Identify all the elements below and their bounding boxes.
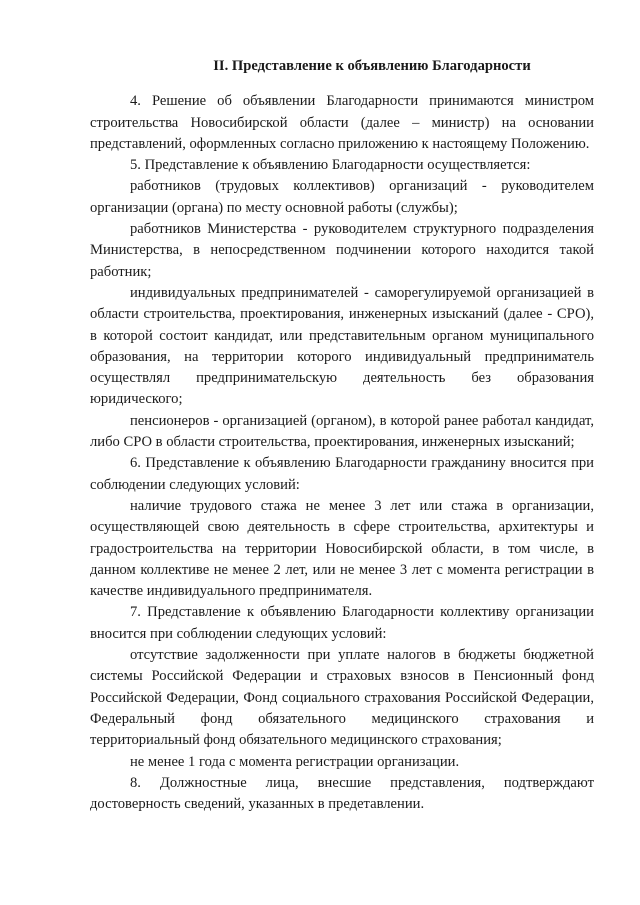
item-entrepreneurs: индивидуальных предпринимателей - саморегулируемой организацией в области строительства, проектирования, инженерных изысканий (далее - СРО), в которой состоит кандидат, или представительным органом муниципального образования, на территории которого индивидуальный предприниматель осуществлял предпринимательскую деятельность без образования юридического;	[90, 284, 594, 408]
item-ministry-employees: работников Министерства - руководителем структурного подразделения Министерства, в непосредственном подчинении которого находится такой работник;	[90, 221, 594, 280]
item-pensioners: пенсионеров - организацией (органом), в которой ранее работал кандидат, либо СРО в области строительства, проектирования, инженерных изысканий;	[90, 412, 594, 451]
item-registration-period: не менее 1 года с момента регистрации организации.	[130, 753, 460, 770]
item-no-debt: отсутствие задолженности при уплате налогов в бюджеты бюджетной системы Российской Федерации и страховых взносов в Пенсионный фонд Российской Федерации, Фонд социального страхования Российской Федерации, Федеральный фонд обязательного медицинского страхования и территориальный фонд обязательного медицинского страхования;	[90, 647, 594, 749]
paragraph-7-collective-conditions: 7. Представление к объявлению Благодарности коллективу организации вносится при соблюдении следующих условий:	[90, 604, 594, 642]
paragraph-6-citizen-conditions: 6. Представление к объявлению Благодарности гражданину вносится при соблюдении следующих условий:	[90, 455, 594, 493]
section-heading: II. Представление к объявлению Благодарности	[213, 58, 531, 74]
paragraph-5-submission: 5. Представление к объявлению Благодарности осуществляется:	[130, 157, 531, 174]
item-work-experience: наличие трудового стажа не менее 3 лет или стажа в организации, осуществляющей свою деятельность в сфере строительства, архитектуры и градостроительства на территории Новосибирской области, в том числе, в данном коллективе не менее 2 лет, или не менее 3 лет с момента регистрации в качестве индивидуального предпринимателя.	[90, 497, 594, 600]
document-page	[90, 56, 594, 815]
paragraph-8-officials: 8. Должностные лица, внесшие представления, подтверждают достоверность сведений, указанных в предетавлении.	[90, 774, 594, 813]
paragraph-4-decision: 4. Решение об объявлении Благодарности принимаются министром строительства Новосибирской области (далее – министр) на основании представлений, оформленных согласно приложению к настоящему Положению.	[90, 93, 594, 152]
item-employees: работников (трудовых коллективов) организаций - руководителем организации (органа) по месту основной работы (службы);	[90, 178, 594, 216]
